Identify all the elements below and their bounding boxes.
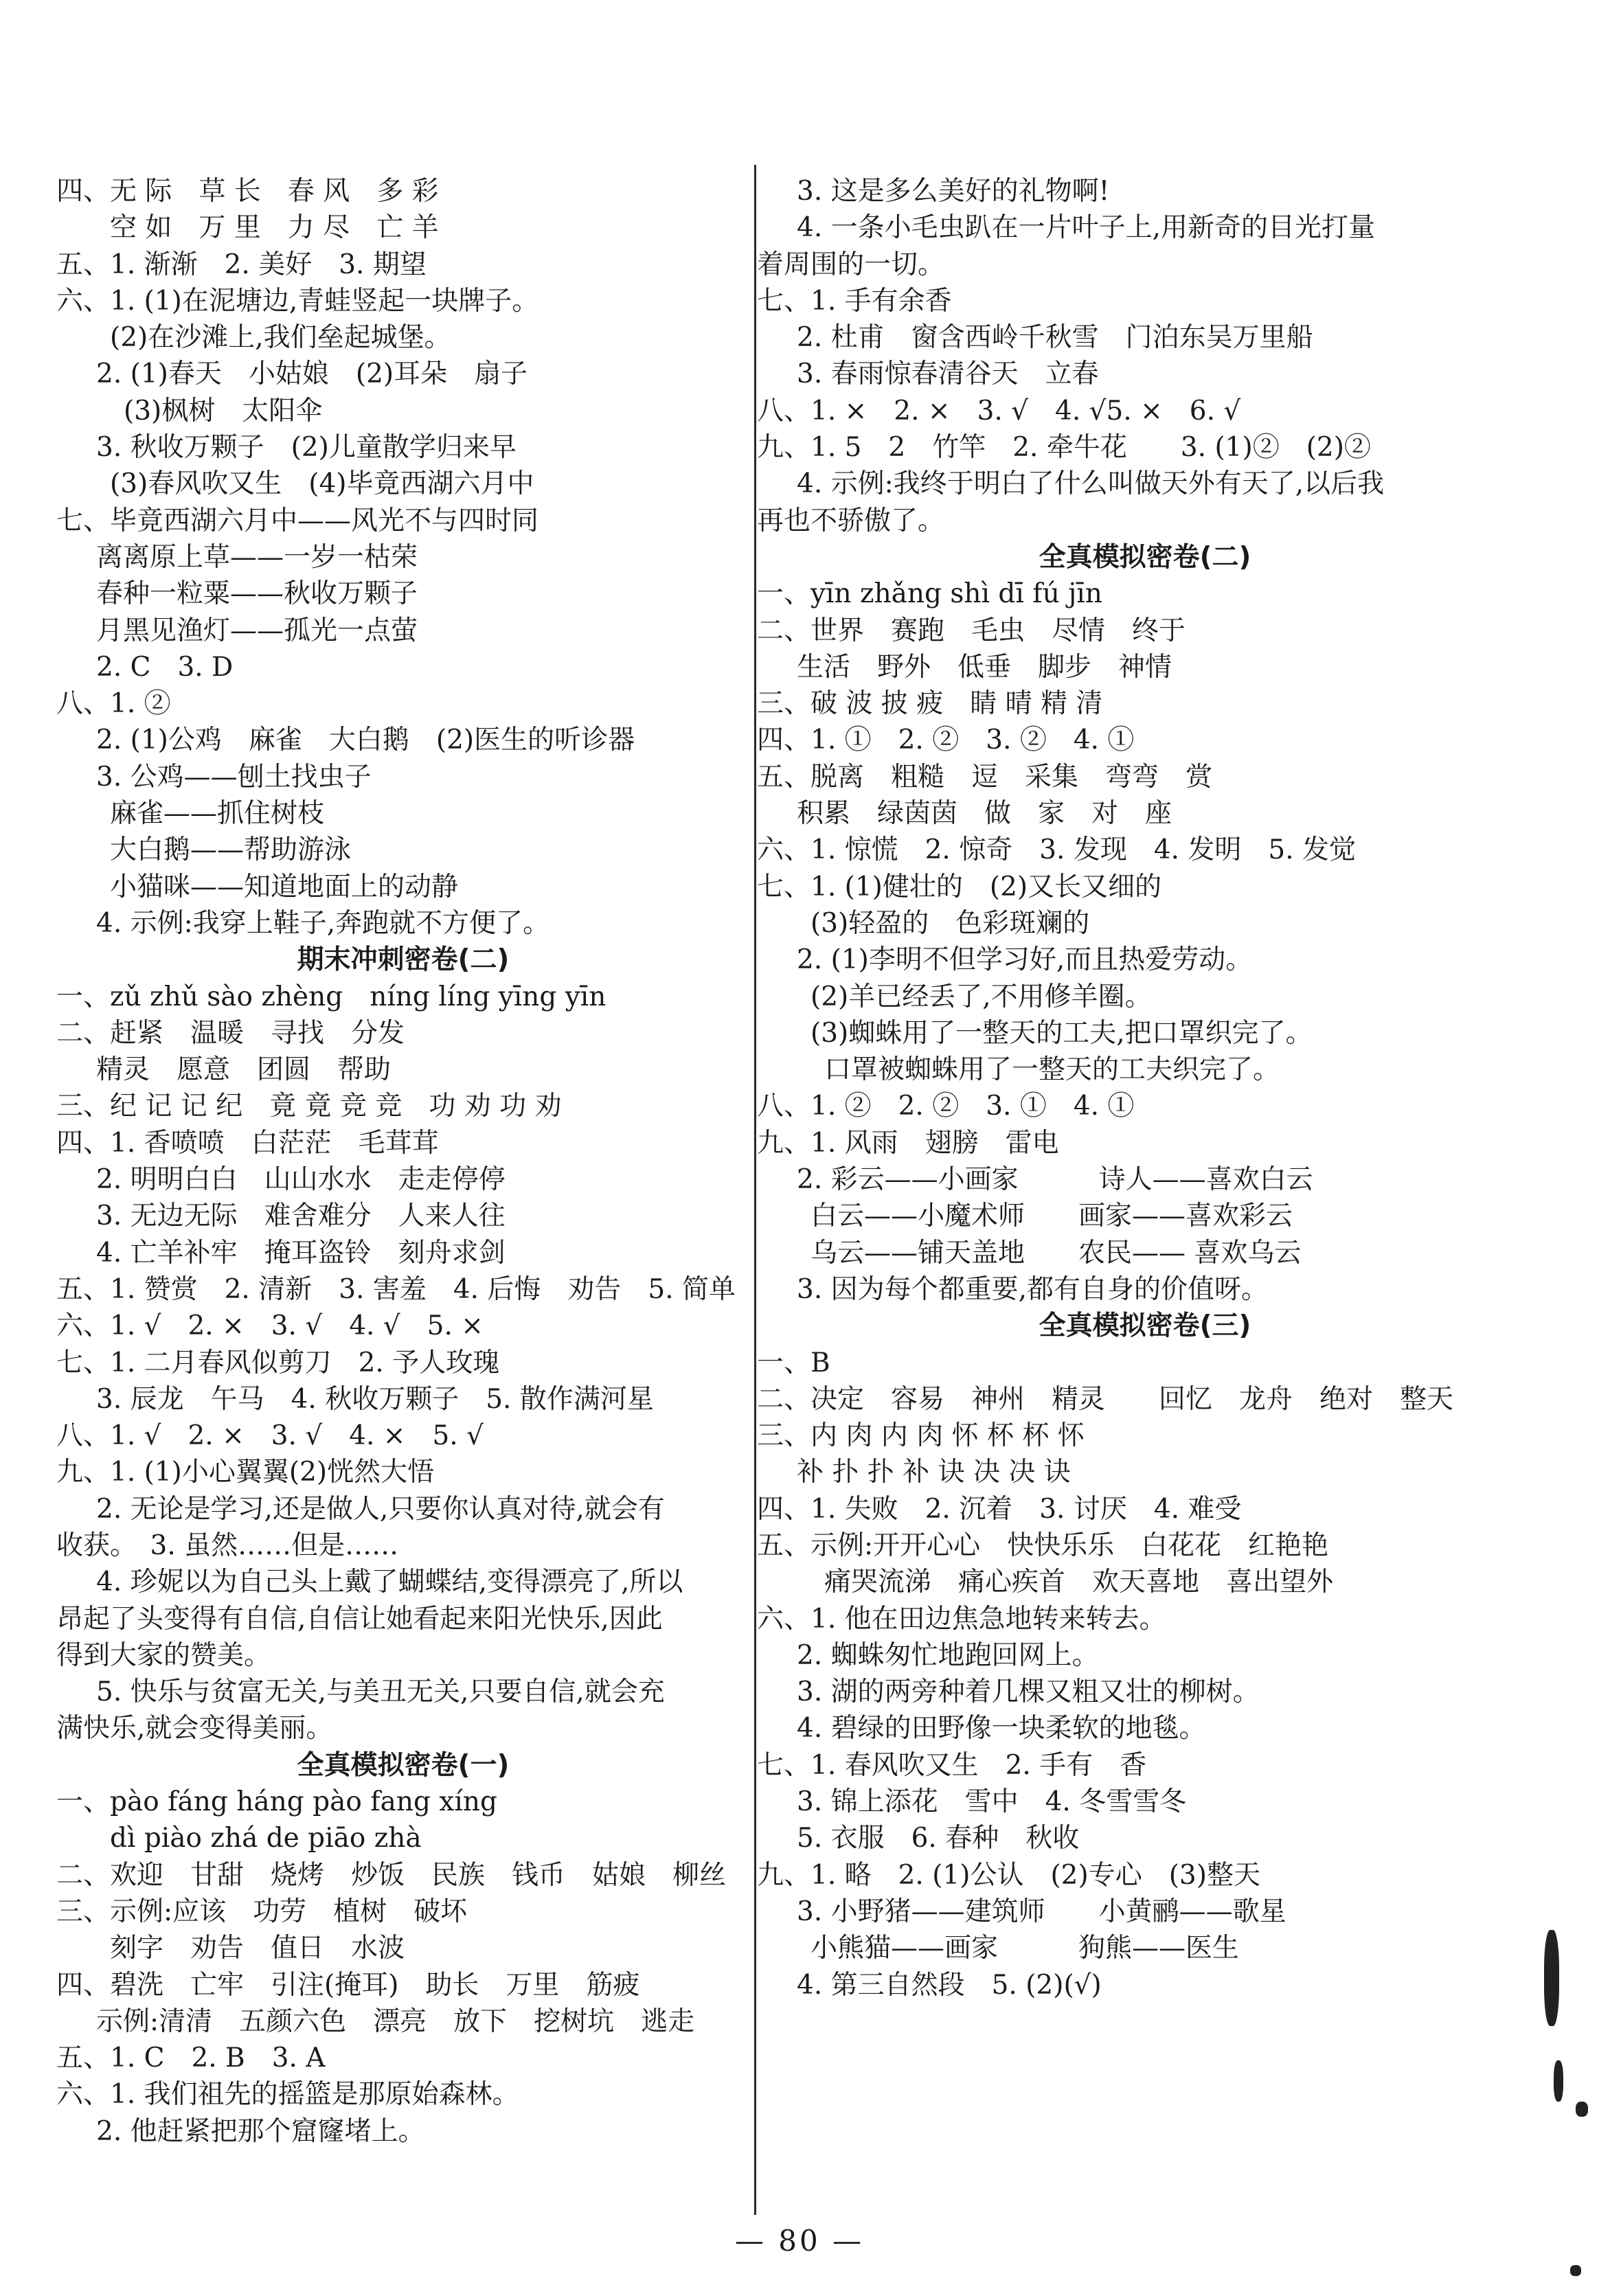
answer-line: 六、1. 惊慌 2. 惊奇 3. 发现 4. 发明 5. 发觉 (757, 834, 1357, 866)
answer-line: 补 扑 扑 补 诀 决 决 诀 (797, 1457, 1071, 1488)
answer-line: 四、1. 香喷喷 白茫茫 毛茸茸 (56, 1127, 439, 1159)
answer-line: 再也不骄傲了。 (757, 505, 945, 536)
section-heading: 全真模拟密卷(二) (1039, 541, 1251, 573)
answer-line: 3. 秋收万颗子 (2)儿童散学归来早 (96, 432, 517, 464)
answer-line: (3)轻盈的 色彩斑斓的 (810, 907, 1090, 939)
left-column (56, 173, 750, 2150)
answer-line: 2. 彩云——小画家 诗人——喜欢白云 (797, 1164, 1313, 1196)
answer-line: 3. 小野猪——建筑师 小黄鹂——歌星 (797, 1896, 1286, 1927)
answer-line: 三、示例:应该 功劳 植树 破坏 (56, 1896, 468, 1927)
answer-line: (3)春风吹又生 (4)毕竟西湖六月中 (110, 468, 534, 500)
answer-line: 2. 明明白白 山山水水 走走停停 (96, 1164, 506, 1196)
answer-line: 3. 湖的两旁种着几棵又粗又壮的柳树。 (797, 1676, 1260, 1708)
answer-line: 3. 无边无际 难舍难分 人来人往 (96, 1201, 506, 1232)
answer-line: 五、1. 赞赏 2. 清新 3. 害羞 4. 后悔 劝告 5. 简单 (56, 1273, 736, 1305)
answer-line: 九、1. (1)小心翼翼(2)恍然大悟 (56, 1457, 435, 1488)
answer-line: 小猫咪——知道地面上的动静 (110, 871, 459, 902)
answer-line: 空 如 万 里 力 尽 亡 羊 (110, 212, 439, 244)
answer-line: 九、1. 5 2 竹竿 2. 牵牛花 3. (1)② (2)② (757, 432, 1371, 464)
answer-line: 五、1. 渐渐 2. 美好 3. 期望 (56, 249, 427, 280)
answer-line: 春种一粒粟——秋收万颗子 (96, 578, 418, 610)
answer-line: 五、示例:开开心心 快快乐乐 白花花 红艳艳 (757, 1530, 1329, 1561)
right-column (757, 173, 1533, 2003)
answer-line: 4. 第三自然段 5. (2)(√) (797, 1969, 1102, 2001)
answer-line: 大白鹅——帮助游泳 (110, 834, 352, 866)
answer-line: 积累 绿茵茵 做 家 对 座 (797, 798, 1172, 830)
answer-line: 得到大家的赞美。 (56, 1639, 271, 1671)
answer-line: 麻雀——抓住树枝 (110, 798, 325, 830)
answer-line: 4. 珍妮以为自己头上戴了蝴蝶结,变得漂亮了,所以 (96, 1567, 683, 1598)
answer-line: 3. 辰龙 午马 4. 秋收万颗子 5. 散作满河星 (96, 1383, 654, 1415)
answer-line: 精灵 愿意 团圆 帮助 (96, 1054, 392, 1086)
answer-line: 月黑见渔灯——孤光一点萤 (96, 615, 418, 646)
answer-line: 七、1. 二月春风似剪刀 2. 予人玫瑰 (56, 1347, 500, 1378)
answer-line: 收获。 3. 虽然……但是…… (56, 1530, 399, 1561)
answer-line: 3. 因为每个都重要,都有自身的价值呀。 (797, 1273, 1269, 1305)
scan-speck (1570, 2265, 1581, 2276)
answer-line: 九、1. 风雨 翅膀 雷电 (757, 1127, 1059, 1159)
answer-line: 着周围的一切。 (757, 249, 945, 280)
section-heading: 全真模拟密卷(三) (1039, 1310, 1251, 1342)
answer-line: 2. 无论是学习,还是做人,只要你认真对待,就会有 (96, 1493, 665, 1525)
answer-line: 口罩被蜘蛛用了一整天的工夫织完了。 (824, 1054, 1280, 1086)
answer-line: 七、毕竟西湖六月中——风光不与四时同 (56, 505, 539, 536)
answer-line: 5. 快乐与贫富无关,与美丑无关,只要自信,就会充 (96, 1676, 665, 1708)
answer-line: 五、脱离 粗糙 逗 采集 弯弯 赏 (757, 761, 1213, 793)
answer-line: 3. 锦上添花 雪中 4. 冬雪雪冬 (797, 1786, 1187, 1818)
answer-line: 七、1. (1)健壮的 (2)又长又细的 (757, 871, 1162, 902)
section-heading: 期末冲刺密卷(二) (297, 944, 510, 976)
answer-line: 2. 蜘蛛匆忙地跑回网上。 (797, 1639, 1099, 1671)
answer-line: 七、1. 春风吹又生 2. 手有 香 (757, 1749, 1147, 1781)
scan-speck (1544, 1930, 1559, 2026)
answer-line: 三、内 肉 内 肉 怀 杯 杯 怀 (757, 1420, 1085, 1452)
answer-line: 九、1. 略 2. (1)公认 (2)专心 (3)整天 (757, 1859, 1260, 1891)
answer-line: 二、赶紧 温暖 寻找 分发 (56, 1017, 405, 1049)
answer-line: 三、破 波 披 疲 睛 晴 精 清 (757, 688, 1103, 720)
answer-line: 二、欢迎 甘甜 烧烤 炒饭 民族 钱币 姑娘 柳丝 (56, 1859, 727, 1891)
answer-line: 二、世界 赛跑 毛虫 尽情 终于 (757, 615, 1186, 646)
section-heading: 全真模拟密卷(一) (297, 1749, 510, 1781)
answer-line: 2. (1)春天 小姑娘 (2)耳朵 扇子 (96, 359, 528, 390)
answer-line: 4. 碧绿的田野像一块柔软的地毯。 (797, 1713, 1206, 1744)
answer-line: 白云——小魔术师 画家——喜欢彩云 (810, 1201, 1293, 1232)
answer-line: 六、1. (1)在泥塘边,青蛙竖起一块牌子。 (56, 285, 539, 317)
answer-line: 二、决定 容易 神州 精灵 回忆 龙舟 绝对 整天 (757, 1383, 1454, 1415)
answer-line: 小熊猫——画家 狗熊——医生 (810, 1933, 1240, 1964)
answer-line: 八、1. × 2. × 3. √ 4. √5. × 6. √ (757, 395, 1241, 427)
answer-line: 4. 示例:我穿上鞋子,奔跑就不方便了。 (96, 907, 550, 939)
answer-line: 四、碧洗 亡牢 引注(掩耳) 助长 万里 筋疲 (56, 1969, 640, 2001)
answer-line: 一、zǔ zhǔ sào zhèng níng líng yīng yīn (56, 981, 606, 1012)
answer-line: 四、无 际 草 长 春 风 多 彩 (56, 176, 439, 207)
column-divider (754, 165, 756, 2215)
answer-line: 3. 春雨惊春清谷天 立春 (797, 359, 1099, 390)
answer-line: 一、yīn zhǎng shì dī fú jīn (757, 578, 1102, 610)
answer-line: 八、1. ② 2. ② 3. ① 4. ① (757, 1091, 1135, 1122)
answer-line: 2. 他赶紧把那个窟窿堵上。 (96, 2115, 425, 2147)
answer-line: 三、纪 记 记 纪 竟 竟 竞 竞 功 劝 功 劝 (56, 1091, 562, 1122)
page-number: — 80 — (734, 2224, 865, 2258)
answer-line: (3)蜘蛛用了一整天的工夫,把口罩织完了。 (810, 1017, 1313, 1049)
answer-line: 生活 野外 低垂 脚步 神情 (797, 651, 1172, 683)
answer-line: 2. C 3. D (96, 651, 234, 683)
answer-line: 4. 亡羊补牢 掩耳盗铃 刻舟求剑 (96, 1237, 506, 1269)
answer-line: 2. 杜甫 窗含西岭千秋雪 门泊东吴万里船 (797, 322, 1313, 354)
answer-line: 5. 衣服 6. 春种 秋收 (797, 1823, 1080, 1854)
answer-line: 五、1. C 2. B 3. A (56, 2043, 326, 2074)
answer-line: 四、1. 失败 2. 沉着 3. 讨厌 4. 难受 (757, 1493, 1242, 1525)
answer-line: 3. 这是多么美好的礼物啊! (797, 176, 1110, 207)
answer-line: 示例:清清 五颜六色 漂亮 放下 挖树坑 逃走 (96, 2005, 695, 2037)
answer-line: 4. 示例:我终于明白了什么叫做天外有天了,以后我 (797, 468, 1385, 500)
answer-line: 一、pào fáng háng pào fang xíng (56, 1786, 497, 1818)
answer-line: 刻字 劝告 值日 水波 (110, 1933, 405, 1964)
answer-line: 六、1. 我们祖先的摇篮是那原始森林。 (56, 2079, 519, 2111)
answer-line: (2)在沙滩上,我们垒起城堡。 (110, 322, 451, 354)
answer-line: 昂起了头变得有自信,自信让她看起来阳光快乐,因此 (56, 1603, 663, 1635)
answer-line: 2. (1)公鸡 麻雀 大白鹅 (2)医生的听诊器 (96, 725, 635, 756)
answer-line: 2. (1)李明不但学习好,而且热爱劳动。 (797, 944, 1253, 976)
answer-line: 八、1. ② (56, 688, 171, 720)
answer-line: 3. 公鸡——刨土找虫子 (96, 761, 372, 793)
answer-line: 八、1. √ 2. × 3. √ 4. × 5. √ (56, 1420, 484, 1452)
answer-line: 四、1. ① 2. ② 3. ② 4. ① (757, 725, 1135, 756)
answer-line: 离离原上草——一岁一枯荣 (96, 541, 418, 573)
answer-line: 痛哭流涕 痛心疾首 欢天喜地 喜出望外 (824, 1567, 1334, 1598)
answer-line: 4. 一条小毛虫趴在一片叶子上,用新奇的目光打量 (797, 212, 1376, 244)
answer-line: 乌云——铺天盖地 农民—— 喜欢乌云 (810, 1237, 1302, 1269)
answer-line: (2)羊已经丢了,不用修羊圈。 (810, 981, 1152, 1012)
answer-line: 七、1. 手有余香 (757, 285, 952, 317)
answer-line: (3)枫树 太阳伞 (124, 395, 323, 427)
answer-line: 满快乐,就会变得美丽。 (56, 1713, 333, 1744)
scan-speck (1576, 2102, 1588, 2117)
answer-line: 一、B (757, 1347, 830, 1378)
answer-line: 六、1. 他在田边焦急地转来转去。 (757, 1603, 1166, 1635)
scan-speck (1554, 2060, 1563, 2102)
answer-line: dì piào zhá de piāo zhà (110, 1823, 422, 1854)
answer-line: 六、1. √ 2. × 3. √ 4. √ 5. × (56, 1310, 484, 1342)
